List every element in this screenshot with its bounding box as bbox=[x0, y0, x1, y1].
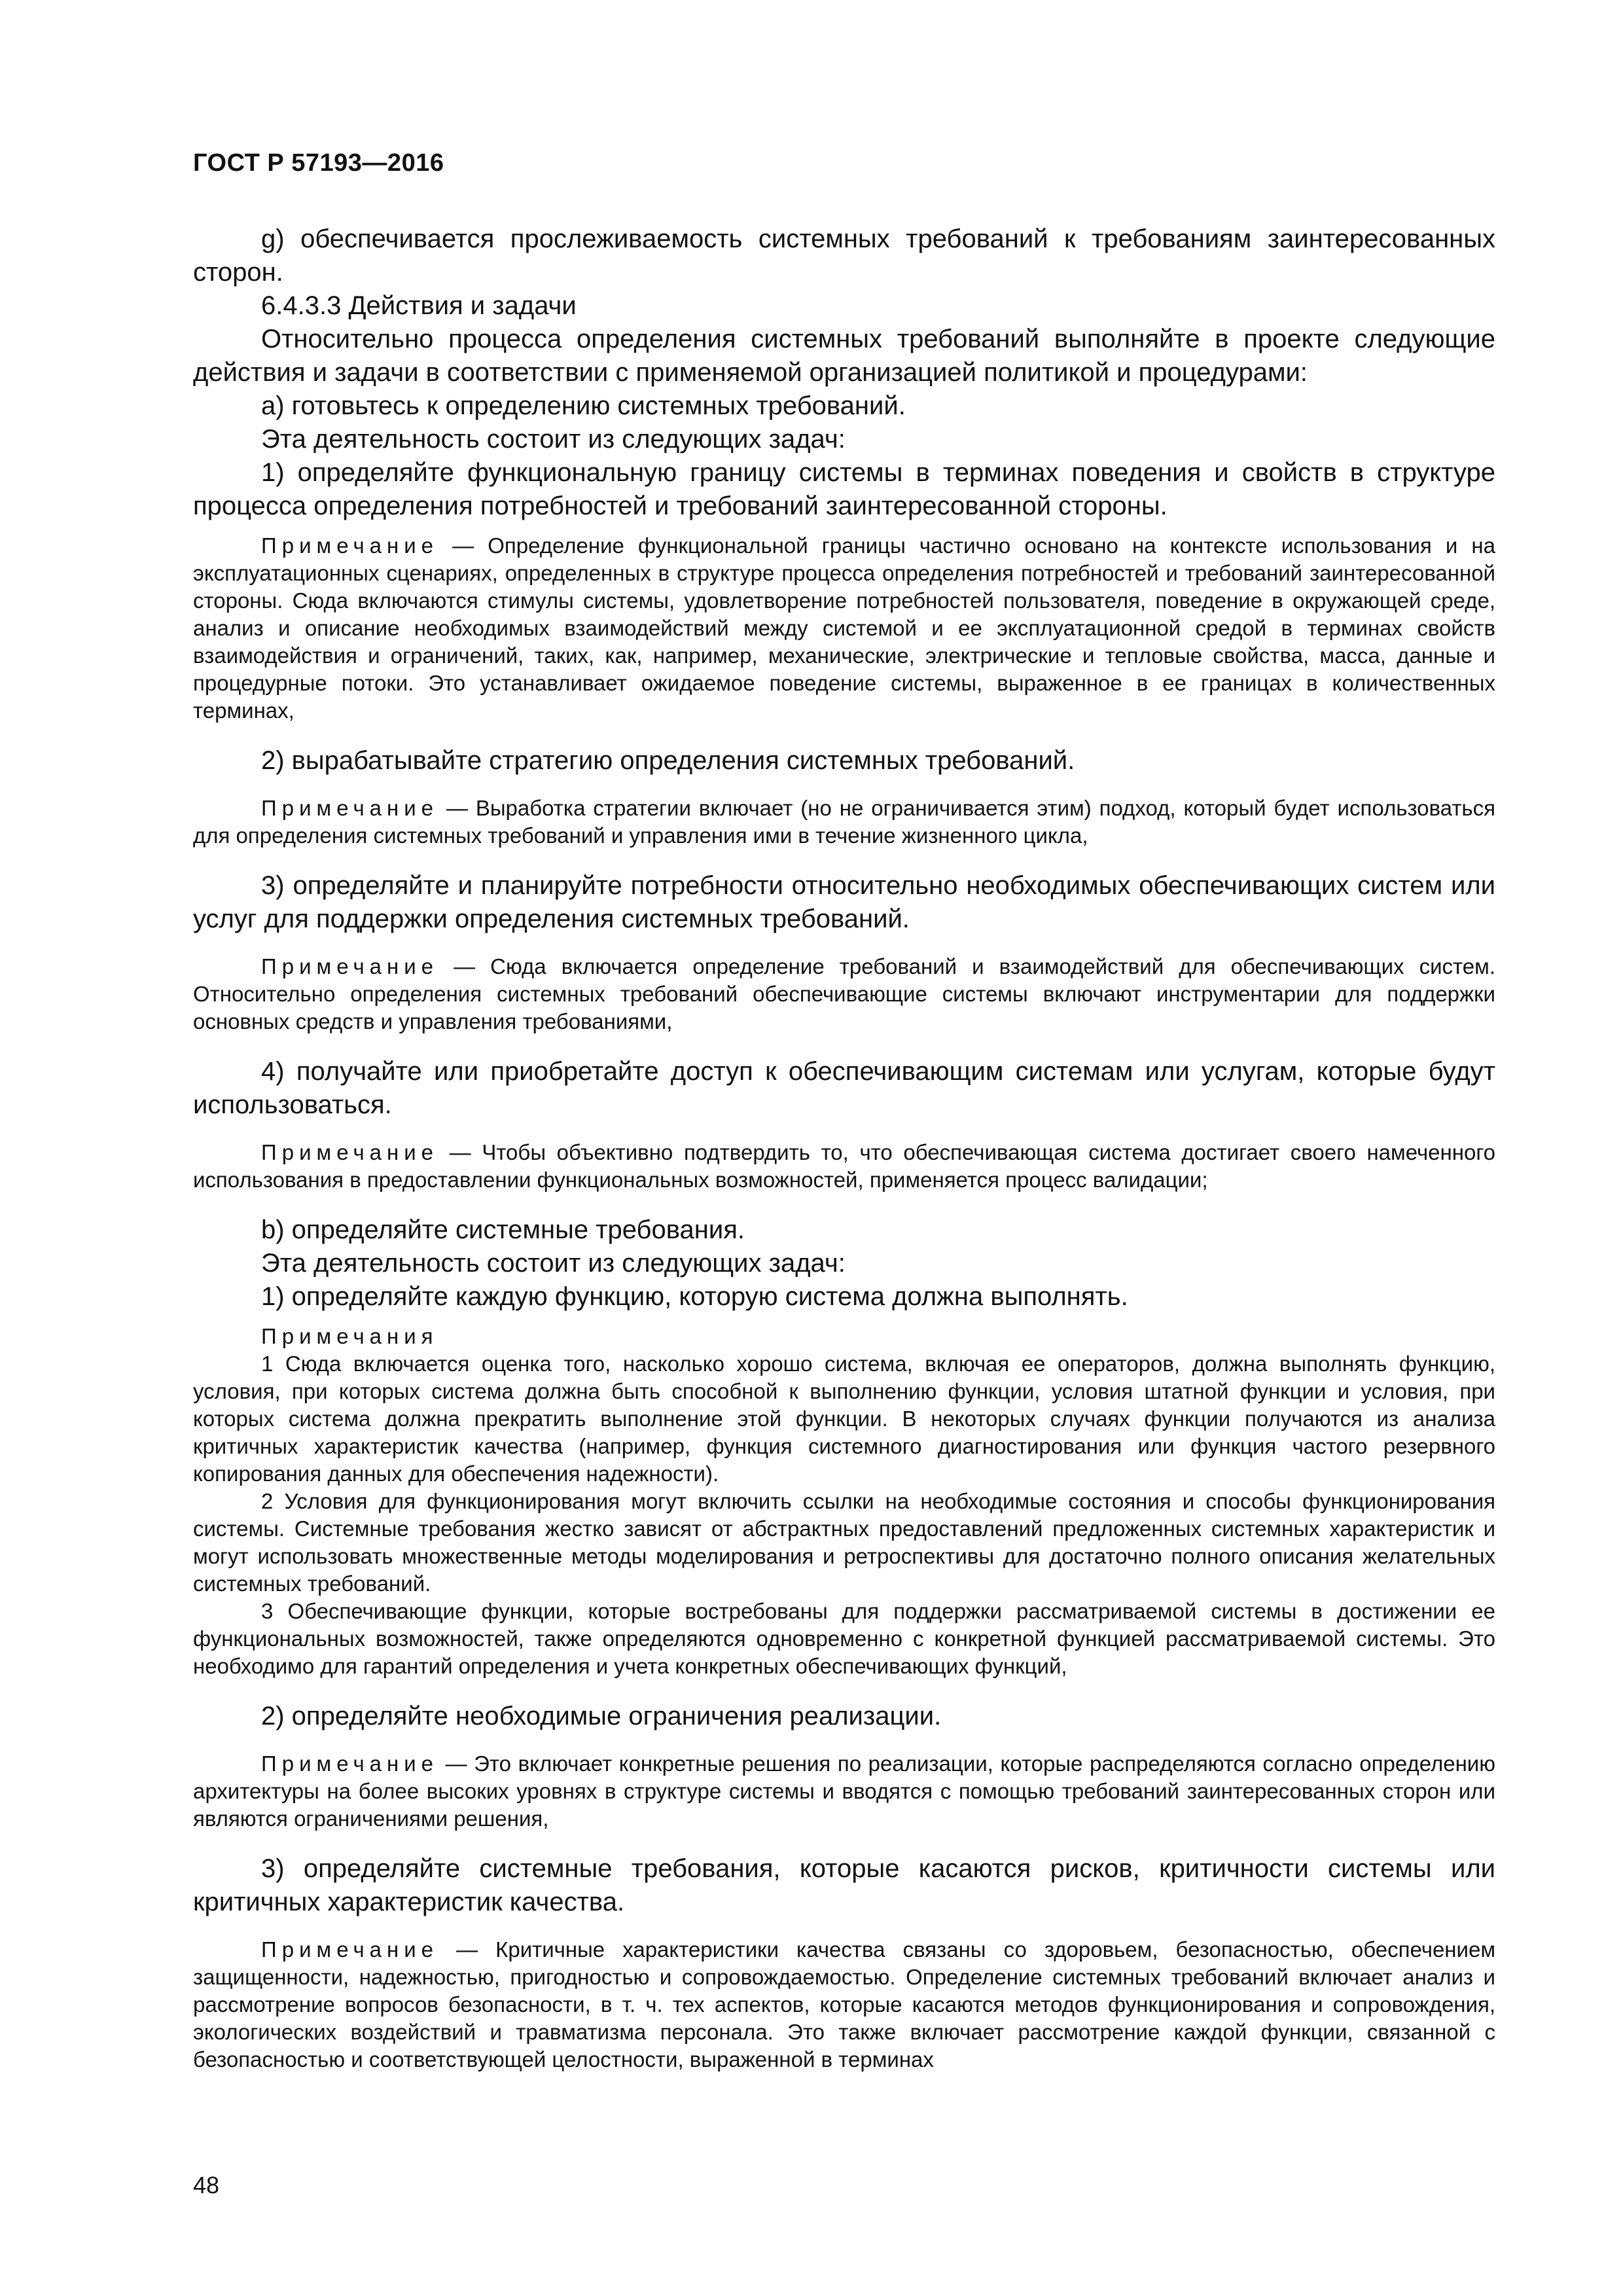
paragraph-text: b) определяйте системные требования. bbox=[261, 1215, 745, 1244]
note-label: Примечание bbox=[261, 1140, 439, 1164]
paragraph-text: 2) вырабатывайте стратегию определения системных требований. bbox=[261, 746, 1075, 775]
document-code-header: ГОСТ Р 57193—2016 bbox=[193, 149, 444, 177]
paragraph-text: — Сюда включается определение требований и взаимодействий для обеспечивающих систем. Относительно определения системных требований обеспечивающие системы включают инструментарии для поддержки основных средств и управления требованиями, bbox=[193, 954, 1495, 1033]
note-paragraph bbox=[193, 1598, 1495, 1680]
paragraph-text: 3 Обеспечивающие функции, которые востребованы для поддержки рассматриваемой системы в достижении ее функциональных возможностей, также определяются одновременно с конкретной функцией рассматриваемой системы. Это необходимо для гарантий определения и учета конкретных обеспечивающих функций, bbox=[193, 1599, 1495, 1678]
page-number: 48 bbox=[193, 2172, 220, 2198]
note-label: Примечание bbox=[261, 954, 439, 978]
body-paragraph bbox=[193, 289, 1495, 323]
paragraph-text: 1) определяйте функциональную границу системы в терминах поведения и свойств в структуре процесса определения потребностей и требований заинтересованной стороны. bbox=[193, 458, 1495, 520]
paragraph-text: 3) определяйте системные требования, которые касаются рисков, критичности системы или критичных характеристик качества. bbox=[193, 1854, 1495, 1916]
note-paragraph bbox=[193, 795, 1495, 850]
paragraph-text: 3) определяйте и планируйте потребности относительно необходимых обеспечивающих систем или услуг для поддержки определения системных требований. bbox=[193, 871, 1495, 933]
paragraph-text: Эта деятельность состоит из следующих задач: bbox=[261, 1249, 846, 1278]
paragraph-text: 1) определяйте каждую функцию, которую система должна выполнять. bbox=[261, 1282, 1128, 1311]
note-label: Примечание bbox=[261, 1937, 439, 1962]
paragraph-text: 2 Условия для функционирования могут включить ссылки на необходимые состояния и способы функционирования системы. Системные требования жестко зависят от абстрактных предоставлений предложенных системных характеристик и могут использовать множественные методы моделирования и ретроспективы для достаточно полного описания желательных системных требований. bbox=[193, 1489, 1495, 1596]
note-label: Примечание bbox=[261, 796, 439, 820]
page-body bbox=[193, 223, 1495, 2073]
paragraph-text: 1 Сюда включается оценка того, насколько хорошо система, включая ее операторов, должна выполнять функцию, условия, при которых система должна быть способной к выполнению функции, условия штатной функции и условия, при которых система должна прекратить выполнение этой функции. В некоторых случаях функции получаются из анализа критичных характеристик качества (например, функция системного диагностирования или функция частого резервного копирования данных для обеспечения надежности). bbox=[193, 1352, 1495, 1486]
note-label: Примечание bbox=[261, 1751, 439, 1776]
paragraph-text: Эта деятельность состоит из следующих задач: bbox=[261, 425, 846, 454]
body-paragraph bbox=[193, 1247, 1495, 1280]
body-paragraph bbox=[193, 744, 1495, 778]
body-paragraph bbox=[193, 1213, 1495, 1247]
note-paragraph bbox=[193, 1750, 1495, 1833]
body-paragraph bbox=[193, 323, 1495, 389]
paragraph-text: 2) определяйте необходимые ограничения реализации. bbox=[261, 1702, 942, 1731]
note-label: Примечания bbox=[261, 1324, 438, 1348]
body-paragraph bbox=[193, 1280, 1495, 1314]
note-paragraph bbox=[193, 1350, 1495, 1488]
note-paragraph bbox=[193, 1323, 1495, 1350]
note-paragraph bbox=[193, 1139, 1495, 1194]
body-paragraph bbox=[193, 1700, 1495, 1733]
paragraph-text: a) готовьтесь к определению системных требований. bbox=[261, 391, 906, 420]
body-paragraph bbox=[193, 456, 1495, 523]
body-paragraph bbox=[193, 223, 1495, 289]
note-paragraph bbox=[193, 1936, 1495, 2073]
note-paragraph bbox=[193, 532, 1495, 725]
paragraph-text: — Это включает конкретные решения по реализации, которые распределяются согласно определению архитектуры на более высоких уровнях в структуре системы и вводятся с помощью требований заинтересованных сторон или являются ограничениями решения, bbox=[193, 1751, 1495, 1831]
body-paragraph bbox=[193, 1852, 1495, 1919]
body-paragraph bbox=[193, 389, 1495, 423]
note-paragraph bbox=[193, 1488, 1495, 1598]
body-paragraph bbox=[193, 869, 1495, 936]
paragraph-text: — Чтобы объективно подтвердить то, что обеспечивающая система достигает своего намеченного использования в предоставлении функциональных возможностей, применяется процесс валидации; bbox=[193, 1140, 1495, 1192]
paragraph-text: — Критичные характеристики качества связаны со здоровьем, безопасностью, обеспечением защищенности, надежностью, пригодностью и сопровождаемостью. Определение системных требований включает анализ и рассмотрение вопросов безопасности, в т. ч. тех аспектов, которые касаются методов функционирования и сопровождения, экологических воздействий и травматизма персонала. Это также включает рассмотрение каждой функции, связанной с безопасностью и соответствующей целостности, выраженной в терминах bbox=[193, 1937, 1495, 2072]
paragraph-text: Относительно процесса определения системных требований выполняйте в проекте следующие действия и задачи в соответствии с применяемой организацией политикой и процедурами: bbox=[193, 325, 1495, 387]
paragraph-text: g) обеспечивается прослеживаемость системных требований к требованиям заинтересованных сторон. bbox=[193, 224, 1495, 287]
paragraph-text: 6.4.3.3 Действия и задачи bbox=[261, 291, 577, 320]
note-paragraph bbox=[193, 953, 1495, 1035]
paragraph-text: — Определение функциональной границы частично основано на контексте использования и на эксплуатационных сценариях, определенных в структуре процесса определения потребностей и требований заинтересованной стороны. Сюда включаются стимулы системы, удовлетворение потребностей пользователя, поведение в окружающей среде, анализ и описание необходимых взаимодействий между системой и ее эксплуатационной средой в терминах свойств взаимодействия и ограничений, таких, как, например, механические, электрические и тепловые свойства, масса, данные и процедурные потоки. Это устанавливает ожидаемое поведение системы, выраженное в ее границах в количественных терминах, bbox=[193, 533, 1495, 723]
body-paragraph bbox=[193, 1055, 1495, 1122]
note-label: Примечание bbox=[261, 533, 439, 558]
body-paragraph bbox=[193, 423, 1495, 456]
paragraph-text: — Выработка стратегии включает (но не ограничивается этим) подход, который будет использоваться для определения системных требований и управления ими в течение жизненного цикла, bbox=[193, 796, 1495, 848]
paragraph-text: 4) получайте или приобретайте доступ к обеспечивающим системам или услугам, которые будут использоваться. bbox=[193, 1057, 1495, 1119]
